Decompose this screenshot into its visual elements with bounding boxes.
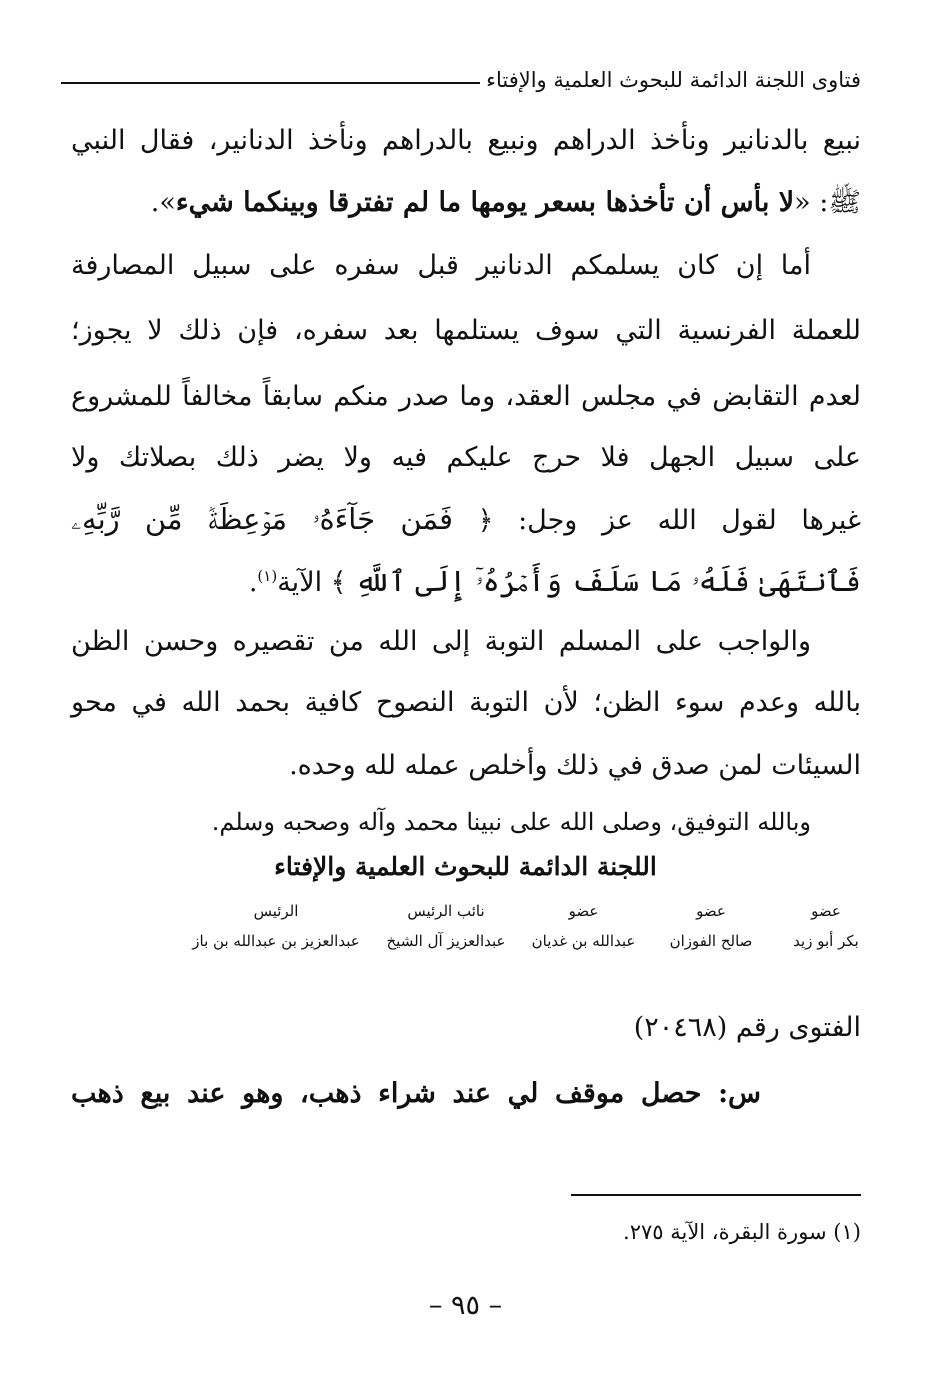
signatory-name: صالح الفوزان bbox=[669, 932, 753, 950]
body-line: نبيع بالدنانير ونأخذ الدراهم ونبيع بالدراهم ونأخذ الدنانير، فقال النبي bbox=[71, 125, 861, 156]
signatory bbox=[781, 902, 871, 950]
body-line: أما إن كان يسلمكم الدنانير قبل سفره على سبيل المصارفة bbox=[71, 250, 811, 281]
footnote-rule bbox=[571, 1194, 861, 1196]
closing-formula: وبالله التوفيق، وصلى الله على نبينا محمد وآله وصحبه وسلم. bbox=[211, 808, 811, 836]
signatory bbox=[376, 902, 516, 950]
signatory-role: نائب الرئيس bbox=[407, 902, 485, 920]
body-line: السيئات لمن صدق في ذلك وأخلص عمله لله وحده. bbox=[289, 750, 861, 781]
signatory-name: عبدالعزيز بن عبدالله بن باز bbox=[192, 932, 360, 950]
running-header bbox=[61, 62, 861, 98]
hadith-prefix: ﷺ: « bbox=[794, 187, 861, 218]
body-line: بالله وعدم سوء الظن؛ لأن التوبة النصوح كافية بحمد الله في محو bbox=[71, 687, 861, 718]
body-line: على سبيل الجهل فلا حرج عليكم فيه ولا يضر ذلك بصلاتك ولا bbox=[71, 442, 861, 473]
body-line-hadith bbox=[71, 187, 861, 219]
body-line: والواجب على المسلم التوبة إلى الله من تقصيره وحسن الظن bbox=[71, 626, 811, 657]
signatory bbox=[656, 902, 766, 950]
question-text: س: حصل موقف لي عند شراء ذهب، وهو عند بيع ذهب bbox=[71, 1078, 761, 1109]
quran-intro: غيرها لقول الله عز وجل: ﴿ bbox=[453, 505, 861, 536]
signatory-name: عبدالعزيز آل الشيخ bbox=[386, 932, 506, 950]
hadith-text: لا بأس أن تأخذها بسعر يومها ما لم تفترقا وبينكما شيء bbox=[175, 187, 795, 218]
signatory-role: عضو bbox=[696, 902, 726, 920]
body-line-quran-start bbox=[71, 502, 861, 537]
quran-verse-part1: فَمَن جَآءَهُۥ مَوۡعِظَةٞ مِّن رَّبِّهِۦ bbox=[71, 502, 454, 536]
body-line-quran-end bbox=[71, 564, 861, 599]
footnote: (١) سورة البقرة، الآية ٢٧٥. bbox=[623, 1220, 861, 1244]
period: . bbox=[248, 567, 258, 598]
signatory bbox=[521, 902, 646, 950]
quran-outro: ﴾ الآية bbox=[277, 567, 356, 598]
body-line: للعملة الفرنسية التي سوف يستلمها بعد سفره، فإن ذلك لا يجوز؛ bbox=[71, 315, 861, 346]
hadith-suffix: ». bbox=[150, 187, 176, 218]
header-title: فتاوى اللجنة الدائمة للبحوث العلمية والإفتاء bbox=[486, 68, 861, 92]
footnote-ref: (١) bbox=[257, 567, 278, 585]
signatory-role: عضو bbox=[568, 902, 599, 920]
quran-verse-part2: فَٱنتَهَىٰ فَلَهُۥ مَا سَلَفَ وَأَمۡرُهُۥٓ إِلَى ٱللَّهِ bbox=[355, 564, 861, 598]
header-rule bbox=[61, 82, 480, 84]
page-number: – ٩٥ – bbox=[428, 1290, 503, 1321]
body-line: لعدم التقابض في مجلس العقد، وما صدر منكم سابقاً مخالفاً للمشروع bbox=[71, 381, 861, 412]
fatwa-number: الفتوى رقم (٢٠٤٦٨) bbox=[633, 1012, 861, 1043]
signatory-role: عضو bbox=[811, 902, 841, 920]
signatory-name: بكر أبو زيد bbox=[793, 932, 859, 950]
signatures bbox=[81, 902, 871, 972]
signatory bbox=[181, 902, 371, 950]
committee-title: اللجنة الدائمة للبحوث العلمية والإفتاء bbox=[274, 852, 657, 881]
signatory-name: عبدالله بن غديان bbox=[531, 932, 636, 950]
signatory-role: الرئيس bbox=[253, 902, 299, 920]
